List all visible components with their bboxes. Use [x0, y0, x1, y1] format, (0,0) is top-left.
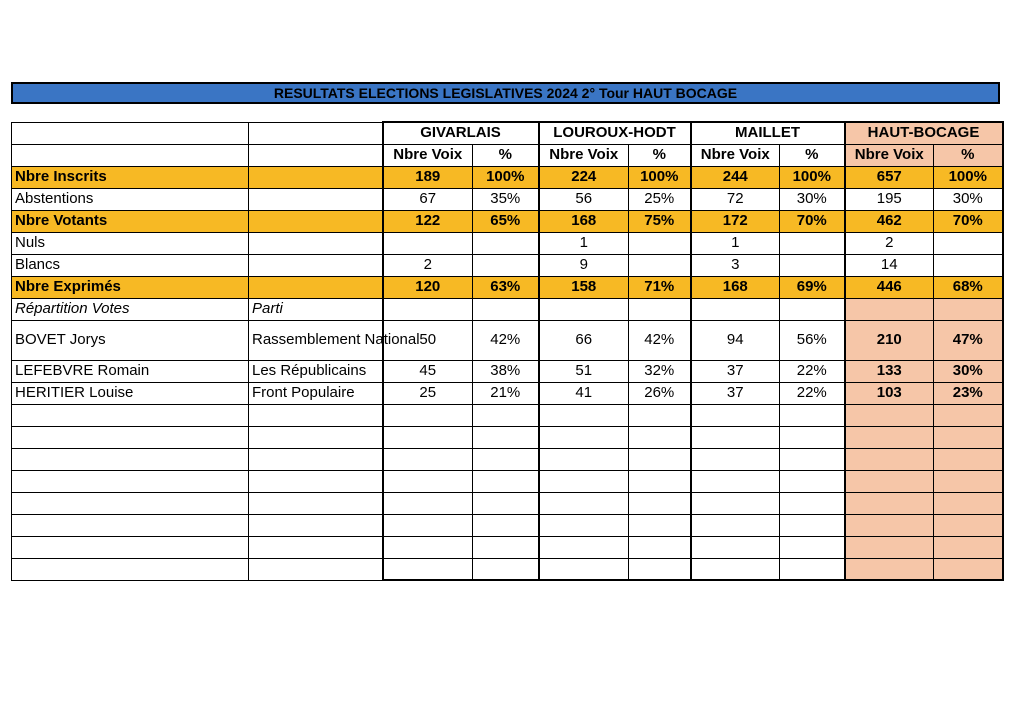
percent-cell: 100% [780, 166, 845, 188]
percent-cell: 100% [934, 166, 1003, 188]
empty-cell [691, 404, 780, 426]
party-cell [249, 188, 383, 210]
empty-cell [934, 536, 1003, 558]
party-cell: Rassemblement National [249, 320, 383, 360]
empty-cell [473, 514, 539, 536]
empty-cell [383, 448, 473, 470]
row-label: Nbre Votants [12, 210, 249, 232]
percent-column-header: % [473, 144, 539, 166]
empty-cell [845, 558, 934, 580]
empty-cell [629, 558, 691, 580]
empty-cell [473, 470, 539, 492]
empty-cell [780, 492, 845, 514]
header-blank-label [12, 122, 249, 144]
empty-cell [12, 448, 249, 470]
empty-cell [629, 404, 691, 426]
commune-header: MAILLET [691, 122, 845, 144]
row-label: HERITIER Louise [12, 382, 249, 404]
percent-cell [629, 232, 691, 254]
empty-cell [780, 536, 845, 558]
empty-cell [539, 536, 629, 558]
votes-cell: 1 [539, 232, 629, 254]
percent-cell: 25% [629, 188, 691, 210]
party-cell [249, 232, 383, 254]
votes-cell: 25 [383, 382, 473, 404]
empty-cell [12, 404, 249, 426]
empty-cell [629, 492, 691, 514]
empty-cell [12, 426, 249, 448]
percent-cell [780, 232, 845, 254]
percent-cell: 42% [629, 320, 691, 360]
votes-cell: 45 [383, 360, 473, 382]
empty-cell [845, 514, 934, 536]
empty-cell [691, 514, 780, 536]
empty-cell [473, 492, 539, 514]
empty-cell [383, 470, 473, 492]
votes-cell: 1 [691, 232, 780, 254]
percent-cell: 75% [629, 210, 691, 232]
votes-cell: 224 [539, 166, 629, 188]
votes-cell: 210 [845, 320, 934, 360]
empty-cell [691, 492, 780, 514]
empty-cell [473, 404, 539, 426]
votes-cell: 56 [539, 188, 629, 210]
empty-cell [249, 492, 383, 514]
row-label: LEFEBVRE Romain [12, 360, 249, 382]
empty-cell [249, 448, 383, 470]
empty-cell [845, 426, 934, 448]
votes-cell: 51 [539, 360, 629, 382]
empty-cell [629, 426, 691, 448]
empty-cell [780, 448, 845, 470]
votes-cell: 2 [383, 254, 473, 276]
row-label: Nuls [12, 232, 249, 254]
percent-cell [780, 298, 845, 320]
empty-cell [629, 470, 691, 492]
percent-column-header: % [629, 144, 691, 166]
empty-cell [12, 558, 249, 580]
percent-cell: 68% [934, 276, 1003, 298]
empty-cell [473, 426, 539, 448]
percent-cell: 30% [780, 188, 845, 210]
empty-cell [473, 536, 539, 558]
votes-cell: 9 [539, 254, 629, 276]
empty-cell [845, 492, 934, 514]
empty-cell [383, 536, 473, 558]
percent-cell: 26% [629, 382, 691, 404]
party-cell [249, 254, 383, 276]
votes-cell: 133 [845, 360, 934, 382]
empty-cell [780, 558, 845, 580]
votes-cell: 103 [845, 382, 934, 404]
empty-cell [845, 470, 934, 492]
votes-cell: 657 [845, 166, 934, 188]
party-cell: Front Populaire [249, 382, 383, 404]
empty-cell [780, 426, 845, 448]
votes-cell: 120 [383, 276, 473, 298]
party-cell [249, 210, 383, 232]
votes-cell: 37 [691, 360, 780, 382]
percent-cell [934, 232, 1003, 254]
empty-cell [12, 492, 249, 514]
percent-cell: 100% [473, 166, 539, 188]
empty-cell [539, 426, 629, 448]
empty-cell [383, 558, 473, 580]
percent-cell: 38% [473, 360, 539, 382]
row-label: Abstentions [12, 188, 249, 210]
empty-cell [934, 448, 1003, 470]
percent-cell: 42% [473, 320, 539, 360]
votes-cell: 168 [691, 276, 780, 298]
commune-header: GIVARLAIS [383, 122, 539, 144]
empty-cell [539, 404, 629, 426]
percent-cell: 30% [934, 360, 1003, 382]
empty-cell [780, 514, 845, 536]
party-cell: Les Républicains [249, 360, 383, 382]
party-cell: Parti [249, 298, 383, 320]
empty-cell [691, 558, 780, 580]
empty-cell [845, 448, 934, 470]
votes-cell: 14 [845, 254, 934, 276]
votes-cell [383, 298, 473, 320]
percent-cell: 70% [934, 210, 1003, 232]
empty-cell [383, 514, 473, 536]
empty-cell [249, 426, 383, 448]
votes-cell: 189 [383, 166, 473, 188]
empty-cell [934, 558, 1003, 580]
empty-cell [249, 404, 383, 426]
party-cell [249, 276, 383, 298]
percent-cell: 56% [780, 320, 845, 360]
votes-cell: 446 [845, 276, 934, 298]
empty-cell [845, 536, 934, 558]
percent-cell: 70% [780, 210, 845, 232]
votes-cell: 2 [845, 232, 934, 254]
votes-cell: 172 [691, 210, 780, 232]
empty-cell [539, 492, 629, 514]
percent-cell: 30% [934, 188, 1003, 210]
empty-cell [691, 426, 780, 448]
percent-cell [473, 232, 539, 254]
empty-cell [539, 514, 629, 536]
votes-cell: 122 [383, 210, 473, 232]
empty-cell [12, 536, 249, 558]
votes-cell: 3 [691, 254, 780, 276]
empty-cell [691, 470, 780, 492]
header-blank-party [249, 122, 383, 144]
empty-cell [629, 448, 691, 470]
votes-cell: 168 [539, 210, 629, 232]
percent-cell: 71% [629, 276, 691, 298]
votes-cell: 158 [539, 276, 629, 298]
empty-cell [934, 514, 1003, 536]
empty-cell [249, 514, 383, 536]
empty-cell [691, 536, 780, 558]
empty-cell [934, 470, 1003, 492]
percent-cell: 100% [629, 166, 691, 188]
header-blank-label [12, 144, 249, 166]
votes-column-header: Nbre Voix [383, 144, 473, 166]
percent-column-header: % [780, 144, 845, 166]
empty-cell [249, 536, 383, 558]
percent-cell [780, 254, 845, 276]
votes-column-header: Nbre Voix [691, 144, 780, 166]
empty-cell [473, 448, 539, 470]
percent-cell: 32% [629, 360, 691, 382]
votes-cell: 244 [691, 166, 780, 188]
commune-header: HAUT-BOCAGE [845, 122, 1003, 144]
empty-cell [473, 558, 539, 580]
empty-cell [383, 404, 473, 426]
empty-cell [629, 536, 691, 558]
empty-cell [780, 404, 845, 426]
empty-cell [383, 426, 473, 448]
percent-cell: 23% [934, 382, 1003, 404]
empty-cell [629, 514, 691, 536]
empty-cell [934, 404, 1003, 426]
empty-cell [845, 404, 934, 426]
votes-cell: 37 [691, 382, 780, 404]
votes-column-header: Nbre Voix [845, 144, 934, 166]
page-title: RESULTATS ELECTIONS LEGISLATIVES 2024 2° Tour HAUT BOCAGE [11, 82, 1000, 104]
percent-cell [934, 298, 1003, 320]
percent-cell [934, 254, 1003, 276]
empty-cell [934, 492, 1003, 514]
empty-cell [249, 470, 383, 492]
party-cell [249, 166, 383, 188]
percent-cell [473, 254, 539, 276]
percent-cell: 65% [473, 210, 539, 232]
votes-cell [539, 298, 629, 320]
row-label: Nbre Inscrits [12, 166, 249, 188]
row-label: BOVET Jorys [12, 320, 249, 360]
percent-cell: 22% [780, 382, 845, 404]
percent-column-header: % [934, 144, 1003, 166]
header-blank-party [249, 144, 383, 166]
votes-cell: 41 [539, 382, 629, 404]
percent-cell: 35% [473, 188, 539, 210]
percent-cell: 22% [780, 360, 845, 382]
row-label: Répartition Votes [12, 298, 249, 320]
empty-cell [539, 558, 629, 580]
empty-cell [12, 470, 249, 492]
percent-cell: 63% [473, 276, 539, 298]
votes-cell: 67 [383, 188, 473, 210]
votes-cell [383, 232, 473, 254]
percent-cell: 21% [473, 382, 539, 404]
votes-cell: 94 [691, 320, 780, 360]
percent-cell [629, 298, 691, 320]
empty-cell [539, 470, 629, 492]
votes-cell: 462 [845, 210, 934, 232]
votes-cell: 72 [691, 188, 780, 210]
votes-cell [691, 298, 780, 320]
votes-cell: 50 [383, 320, 473, 360]
percent-cell [629, 254, 691, 276]
empty-cell [691, 448, 780, 470]
votes-cell [845, 298, 934, 320]
votes-column-header: Nbre Voix [539, 144, 629, 166]
empty-cell [383, 492, 473, 514]
percent-cell: 47% [934, 320, 1003, 360]
row-label: Blancs [12, 254, 249, 276]
votes-cell: 195 [845, 188, 934, 210]
row-label: Nbre Exprimés [12, 276, 249, 298]
commune-header: LOUROUX-HODT [539, 122, 691, 144]
empty-cell [934, 426, 1003, 448]
percent-cell: 69% [780, 276, 845, 298]
empty-cell [249, 558, 383, 580]
empty-cell [539, 448, 629, 470]
empty-cell [12, 514, 249, 536]
percent-cell [473, 298, 539, 320]
votes-cell: 66 [539, 320, 629, 360]
empty-cell [780, 470, 845, 492]
results-table [11, 121, 1004, 581]
